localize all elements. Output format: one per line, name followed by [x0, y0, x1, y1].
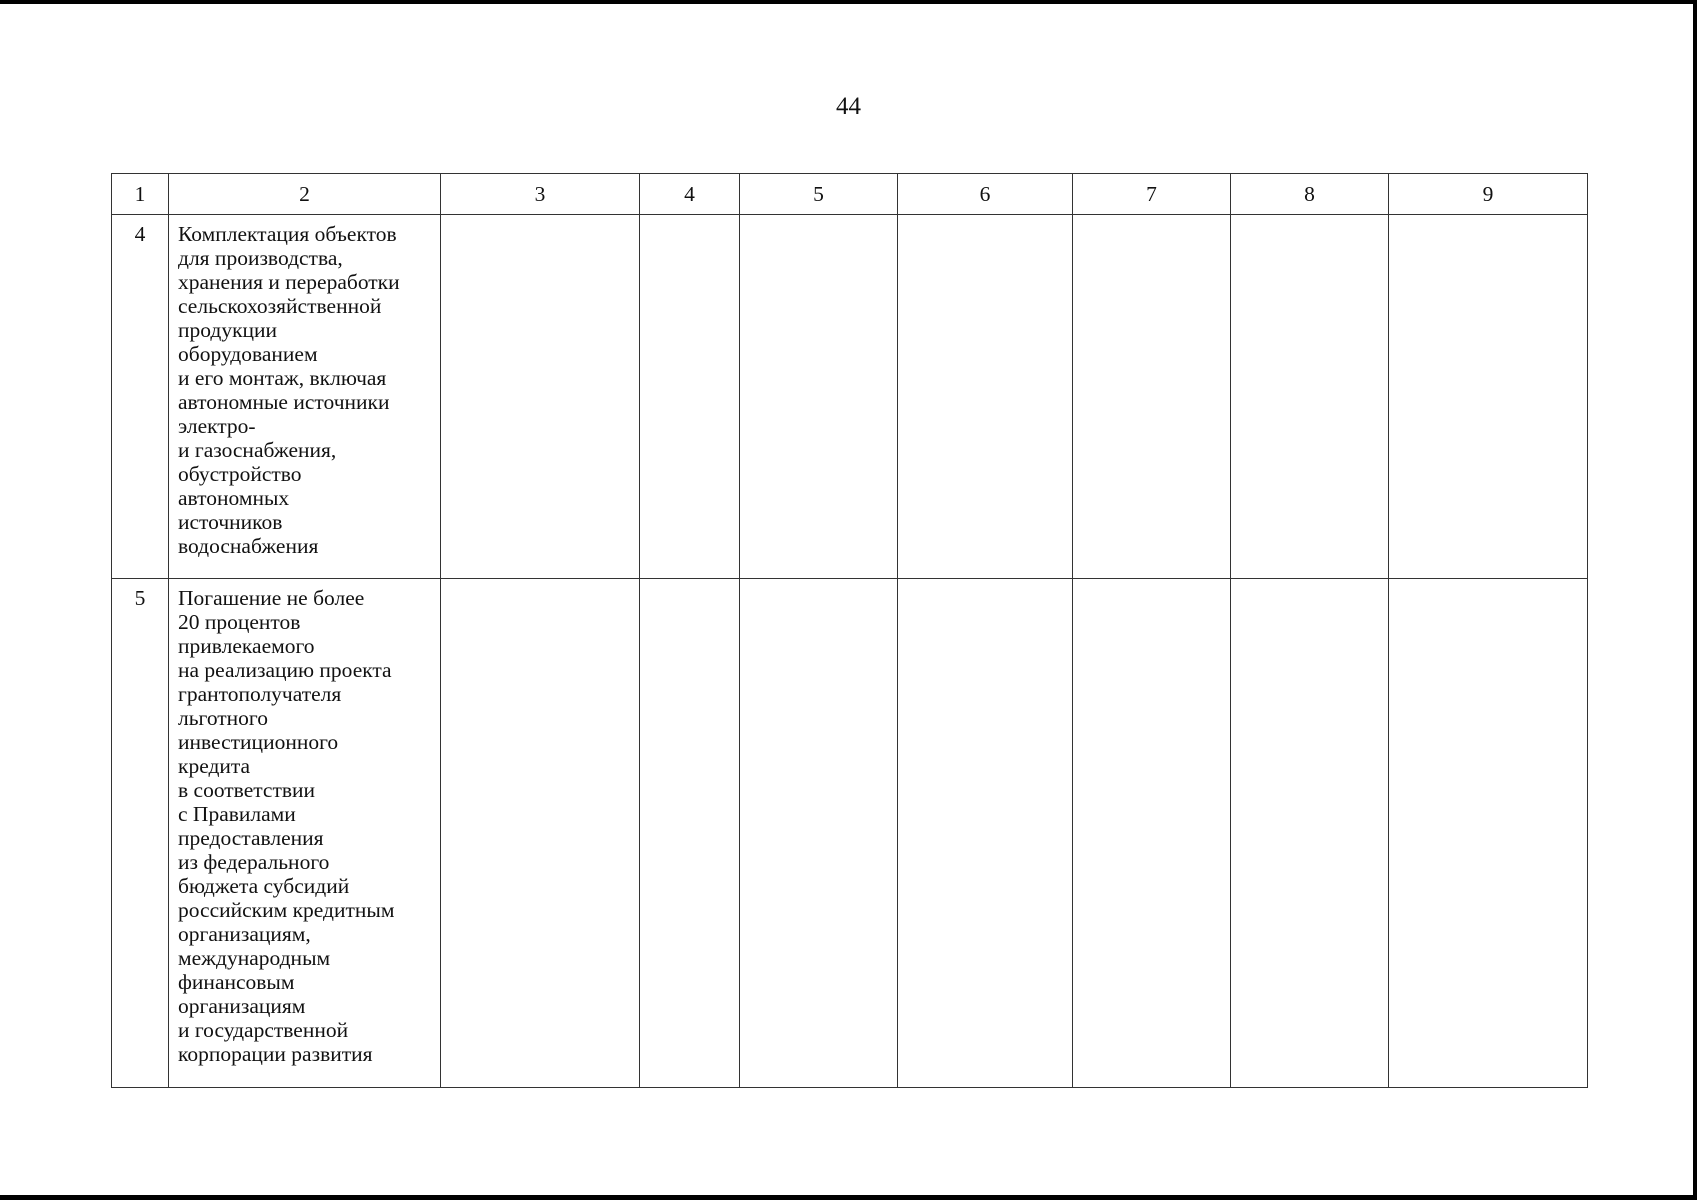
description-line: льготного	[178, 706, 268, 730]
header-cell-1: 1	[112, 174, 169, 215]
scan-edge-bottom	[0, 1195, 1697, 1200]
description-line: с Правилами	[178, 802, 296, 826]
description-line: источников	[178, 510, 283, 534]
header-cell-7: 7	[1073, 174, 1231, 215]
description-line: привлекаемого	[178, 634, 315, 658]
description-line: предоставления	[178, 826, 324, 850]
empty-cell	[898, 579, 1073, 1088]
document-table	[111, 173, 1588, 1088]
header-cell-6: 6	[898, 174, 1073, 215]
empty-cell	[1231, 579, 1389, 1088]
empty-cell	[441, 579, 640, 1088]
description-line: корпорации развития	[178, 1042, 373, 1066]
description-line: продукции	[178, 318, 278, 342]
header-cell-9: 9	[1389, 174, 1588, 215]
description-line: организациям,	[178, 922, 311, 946]
description-line: кредита	[178, 754, 251, 778]
description-line: на реализацию проекта	[178, 658, 392, 682]
description-line: сельскохозяйственной	[178, 294, 382, 318]
description-line: хранения и переработки	[178, 270, 400, 294]
empty-cell	[640, 579, 740, 1088]
header-cell-2: 2	[169, 174, 441, 215]
description-line: автономных	[178, 486, 290, 510]
header-cell-4: 4	[640, 174, 740, 215]
empty-cell	[740, 579, 898, 1088]
description-line: из федерального	[178, 850, 330, 874]
table-row-4	[112, 215, 1588, 579]
page-number: 44	[836, 93, 861, 120]
description-line: Комплектация объектов	[178, 222, 397, 246]
description-line: 20 процентов	[178, 610, 301, 634]
description-line: организациям	[178, 994, 306, 1018]
description-line: оборудованием	[178, 342, 318, 366]
table-row-5	[112, 579, 1588, 1088]
description-line: автономные источники	[178, 390, 390, 414]
header-cell-8: 8	[1231, 174, 1389, 215]
row-description	[169, 215, 441, 579]
scan-edge-top	[0, 0, 1697, 4]
description-line: грантополучателя	[178, 682, 342, 706]
header-cell-3: 3	[441, 174, 640, 215]
scan-edge-right	[1693, 0, 1697, 1200]
empty-cell	[1231, 215, 1389, 579]
description-line: обустройство	[178, 462, 302, 486]
description-line: Погашение не более	[178, 586, 365, 610]
empty-cell	[1073, 579, 1231, 1088]
description-line: и его монтаж, включая	[178, 366, 387, 390]
description-line: и газоснабжения,	[178, 438, 337, 462]
empty-cell	[898, 215, 1073, 579]
description-line: водоснабжения	[178, 534, 319, 558]
description-line: для производства,	[178, 246, 343, 270]
empty-cell	[441, 215, 640, 579]
empty-cell	[740, 215, 898, 579]
table-header-row	[112, 174, 1588, 215]
description-line: инвестиционного	[178, 730, 339, 754]
description-line: и государственной	[178, 1018, 349, 1042]
description-line: в соответствии	[178, 778, 316, 802]
row-description	[169, 579, 441, 1088]
empty-cell	[640, 215, 740, 579]
description-line: электро-	[178, 414, 256, 438]
description-line: финансовым	[178, 970, 295, 994]
row-number: 4	[112, 215, 169, 579]
empty-cell	[1389, 215, 1588, 579]
empty-cell	[1389, 579, 1588, 1088]
header-cell-5: 5	[740, 174, 898, 215]
empty-cell	[1073, 215, 1231, 579]
description-line: бюджета субсидий	[178, 874, 350, 898]
description-line: международным	[178, 946, 331, 970]
row-number: 5	[112, 579, 169, 1088]
description-line: российским кредитным	[178, 898, 395, 922]
